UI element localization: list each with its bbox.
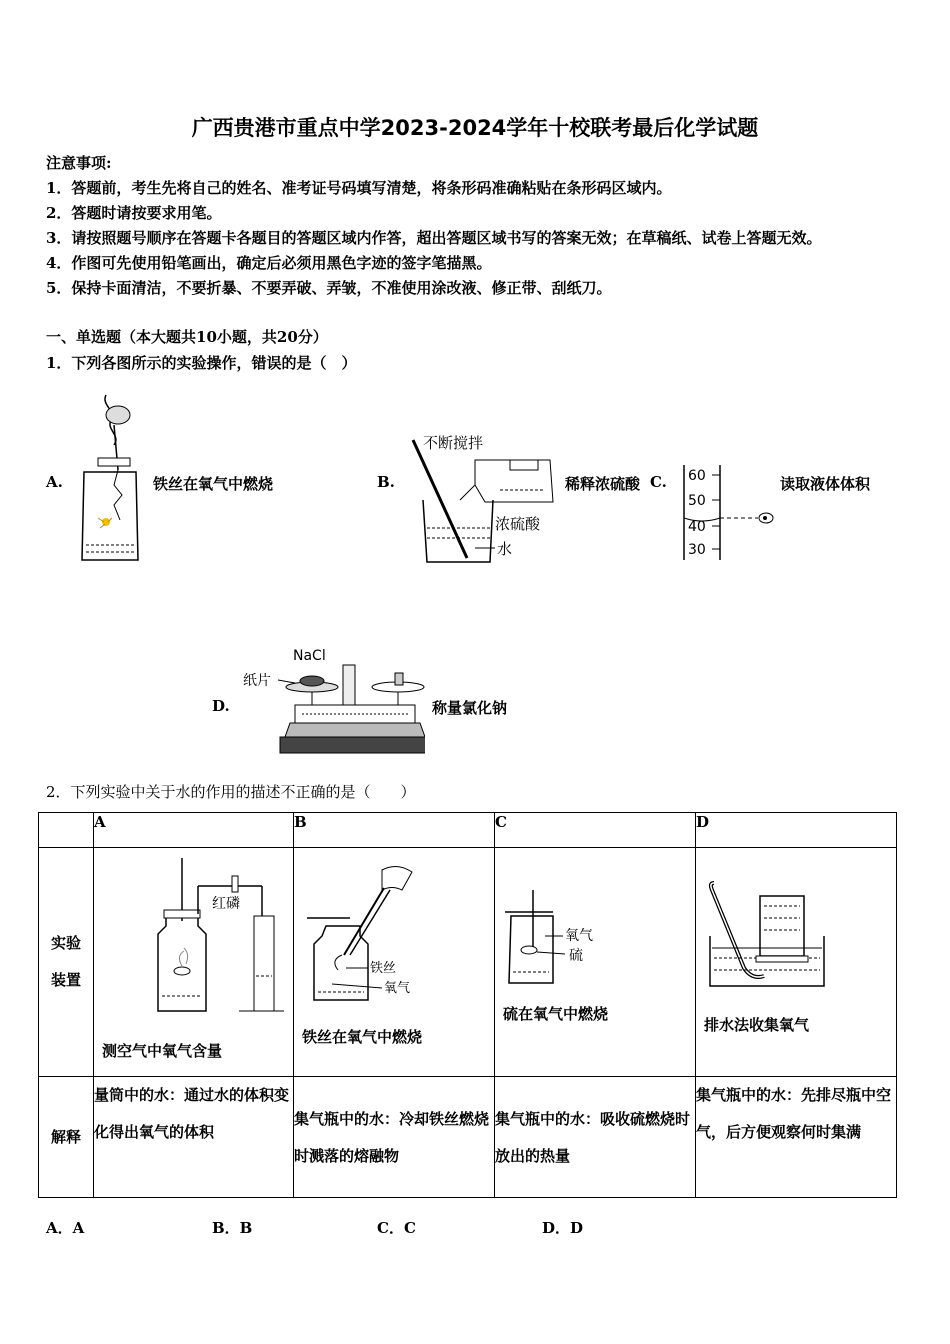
fig-label-acid: 浓硫酸 xyxy=(495,515,541,533)
fig-label-sulfur: 硫 xyxy=(569,948,583,964)
device-caption-c: 硫在氧气中燃烧 xyxy=(503,1005,609,1023)
tick-label: 50 xyxy=(688,493,706,509)
q2-answer-a: A．A xyxy=(46,1219,85,1237)
fig-label-phosphorus: 红磷 xyxy=(212,896,240,912)
dilute-acid-figure xyxy=(405,430,560,570)
section-heading: 一、单选题（本大题共10小题，共20分） xyxy=(46,328,328,346)
q2-answer-d: D．D xyxy=(542,1219,584,1237)
q1-option-d-caption: 称量氯化钠 xyxy=(432,699,508,717)
tick-label: 40 xyxy=(688,519,706,535)
fig-label-stir: 不断搅拌 xyxy=(423,434,484,452)
fig-label-oxygen: 氧气 xyxy=(384,981,411,996)
device-caption-b: 铁丝在氧气中燃烧 xyxy=(302,1028,423,1046)
oxygen-content-figure xyxy=(154,856,294,1021)
device-caption-a: 测空气中氧气含量 xyxy=(102,1042,223,1060)
burning-iron-wire-figure xyxy=(76,390,146,565)
tick-label: 60 xyxy=(688,468,706,484)
note-item: 2．答题时请按要求用笔。 xyxy=(46,204,222,222)
device-cell-b xyxy=(294,848,495,1077)
device-cell-a xyxy=(94,848,294,1077)
q1-option-c-caption: 读取液体体积 xyxy=(780,475,871,493)
fig-label-nacl: NaCl xyxy=(293,648,326,664)
q2-table xyxy=(38,812,897,1198)
row-label-device: 实验装置 xyxy=(39,848,94,1077)
col-header-d: D xyxy=(696,813,897,848)
tick-label: 30 xyxy=(688,542,706,558)
fig-label-water: 水 xyxy=(497,540,513,558)
col-header-c: C xyxy=(495,813,696,848)
notes-heading: 注意事项: xyxy=(46,154,112,172)
note-item: 3．请按照题号顺序在答题卡各题目的答题区域内作答，超出答题区域书写的答案无效；在草稿纸、试卷上答题无效。 xyxy=(46,229,822,247)
page-title: 广西贵港市重点中学2023-2024学年十校联考最后化学试题 xyxy=(191,116,759,140)
note-item: 4．作图可先使用铅笔画出，确定后必须用黑色字迹的签字笔描黑。 xyxy=(46,254,492,272)
iron-wire-figure xyxy=(302,860,432,1010)
balance-figure xyxy=(240,645,425,757)
fig-label-oxygen: 氧气 xyxy=(565,928,593,944)
q1-option-b-letter: B. xyxy=(377,473,395,491)
explain-cell-a: 量筒中的水：通过水的体积变化得出氧气的体积 xyxy=(94,1077,294,1198)
device-cell-d xyxy=(696,848,897,1077)
fig-label-paper: 纸片 xyxy=(243,673,271,689)
q1-option-a-caption: 铁丝在氧气中燃烧 xyxy=(153,475,274,493)
col-header-a: A xyxy=(94,813,294,848)
fig-label-iron-wire: 铁丝 xyxy=(370,961,397,976)
water-collection-figure xyxy=(704,878,839,998)
sulfur-burning-figure xyxy=(503,888,623,988)
q1-option-d-letter: D. xyxy=(212,697,230,715)
row-label-explain: 解释 xyxy=(39,1077,94,1198)
q2-stem: 2．下列实验中关于水的作用的描述不正确的是（ ） xyxy=(46,783,416,801)
q1-option-b-caption: 稀释浓硫酸 xyxy=(565,475,641,493)
explain-cell-b: 集气瓶中的水：冷却铁丝燃烧时溅落的熔融物 xyxy=(294,1077,495,1198)
q1-option-a-letter: A. xyxy=(46,473,63,491)
cylinder-reading-figure xyxy=(676,460,776,565)
q2-answer-c: C．C xyxy=(377,1219,416,1237)
q1-option-c-letter: C. xyxy=(650,473,667,491)
explain-cell-d: 集气瓶中的水：先排尽瓶中空气，后方便观察何时集满 xyxy=(696,1077,897,1198)
q1-stem: 1．下列各图所示的实验操作，错误的是（ ） xyxy=(46,354,357,372)
table-corner xyxy=(39,813,94,848)
q2-answer-b: B．B xyxy=(212,1219,253,1237)
col-header-b: B xyxy=(294,813,495,848)
note-item: 1．答题前，考生先将自己的姓名、准考证号码填写清楚，将条形码准确粘贴在条形码区域内。 xyxy=(46,179,672,197)
device-cell-c xyxy=(495,848,696,1077)
device-caption-d: 排水法收集氧气 xyxy=(704,1016,810,1034)
explain-cell-c: 集气瓶中的水：吸收硫燃烧时放出的热量 xyxy=(495,1077,696,1198)
note-item: 5．保持卡面清洁，不要折暴、不要弄破、弄皱，不准使用涂改液、修正带、刮纸刀。 xyxy=(46,279,612,297)
